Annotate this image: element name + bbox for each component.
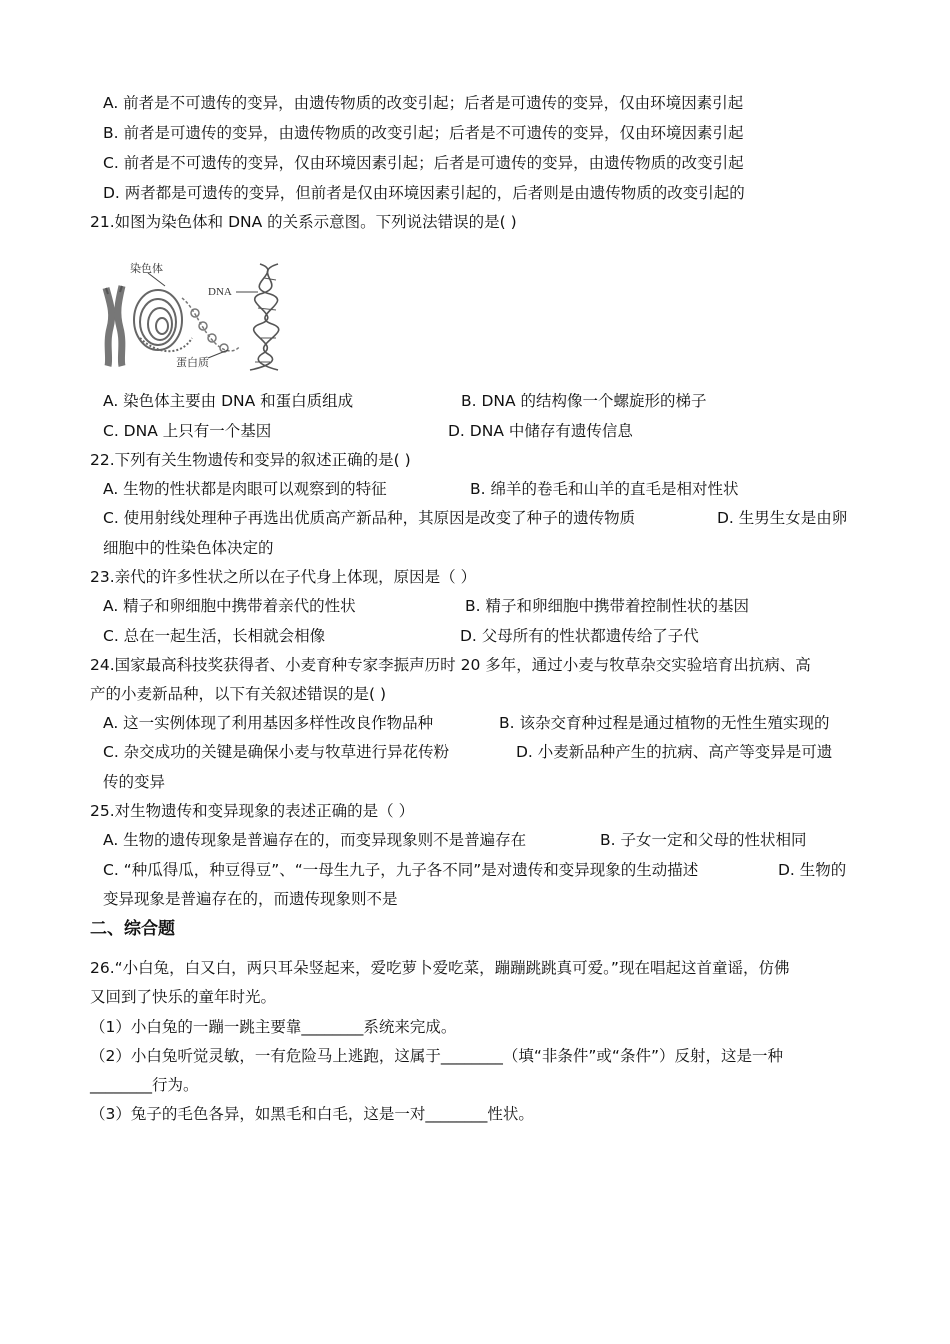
chromosome-dna-figure xyxy=(100,258,295,373)
q26-stem-cont: 又回到了快乐的童年时光。 xyxy=(90,988,277,1006)
q23-option-a: A. 精子和卵细胞中携带着亲代的性状 xyxy=(103,597,356,615)
q22-option-a: A. 生物的性状都是肉眼可以观察到的特征 xyxy=(103,480,387,498)
q22-option-d-cont: 细胞中的性染色体决定的 xyxy=(103,539,274,557)
q25-option-b: B. 子女一定和父母的性状相同 xyxy=(600,831,807,849)
q26-part-3: （3）兔子的毛色各异，如黑毛和白毛，这是一对________性状。 xyxy=(90,1105,534,1123)
nucleosome-beads xyxy=(182,298,240,352)
q20-option-c: C. 前者是不可遗传的变异，仅由环境因素引起；后者是可遗传的变异，由遗传物质的改变引起 xyxy=(103,154,744,172)
q20-option-a: A. 前者是不可遗传的变异，由遗传物质的改变引起；后者是可遗传的变异，仅由环境因素引起 xyxy=(103,94,744,112)
q26-stem: 26.“小白兔，白又白，两只耳朵竖起来，爱吃萝卜爱吃菜，蹦蹦跳跳真可爱。”现在唱起这首童谣，仿佛 xyxy=(90,959,790,977)
chromosome-label: 染色体 xyxy=(130,263,163,275)
dna-helix-shape xyxy=(250,264,279,370)
section-heading: 二、综合题 xyxy=(90,919,175,939)
q23-option-d: D. 父母所有的性状都遗传给了子代 xyxy=(460,627,699,645)
q25-option-d: D. 生物的 xyxy=(778,861,847,879)
q24-stem: 24.国家最高科技奖获得者、小麦育种专家李振声历时 20 多年，通过小麦与牧草杂交实验培育出抗病、高 xyxy=(90,656,811,674)
q26-part-2: （2）小白兔听觉灵敏，一有危险马上逃跑，这属于________（填“非条件”或“条件”）反射，这是一种 xyxy=(90,1047,783,1065)
q26-part-2-cont: ________行为。 xyxy=(90,1076,199,1094)
q23-option-c: C. 总在一起生活，长相就会相像 xyxy=(103,627,326,645)
dna-label: DNA xyxy=(208,286,232,298)
q24-option-a: A. 这一实例体现了利用基因多样性改良作物品种 xyxy=(103,714,434,732)
q22-stem: 22.下列有关生物遗传和变异的叙述正确的是( ) xyxy=(90,451,411,469)
q22-option-d: D. 生男生女是由卵 xyxy=(717,509,848,527)
q26-part-1: （1）小白兔的一蹦一跳主要靠________系统来完成。 xyxy=(90,1018,457,1036)
q23-stem: 23.亲代的许多性状之所以在子代身上体现，原因是（ ） xyxy=(90,568,477,586)
q21-stem: 21.如图为染色体和 DNA 的关系示意图。下列说法错误的是( ) xyxy=(90,213,517,231)
q20-option-d: D. 两者都是可遗传的变异，但前者是仅由环境因素引起的，后者则是由遗传物质的改变引起的 xyxy=(103,184,745,202)
q21-option-b: B. DNA 的结构像一个螺旋形的梯子 xyxy=(461,392,707,410)
chromosome-shape xyxy=(106,286,122,366)
q20-option-b: B. 前者是可遗传的变异，由遗传物质的改变引起；后者是不可遗传的变异，仅由环境因素引起 xyxy=(103,124,744,142)
q22-option-c: C. 使用射线处理种子再选出优质高产新品种，其原因是改变了种子的遗传物质 xyxy=(103,509,636,527)
q23-option-b: B. 精子和卵细胞中携带着控制性状的基因 xyxy=(465,597,749,615)
q21-option-d: D. DNA 中储存有遗传信息 xyxy=(448,422,633,440)
q25-option-c: C. “种瓜得瓜，种豆得豆”、“一母生九子，九子各不同”是对遗传和变异现象的生动描述 xyxy=(103,861,699,879)
q24-option-b: B. 该杂交育种过程是通过植物的无性生殖实现的 xyxy=(499,714,830,732)
q21-option-a: A. 染色体主要由 DNA 和蛋白质组成 xyxy=(103,392,354,410)
q22-option-b: B. 绵羊的卷毛和山羊的直毛是相对性状 xyxy=(470,480,739,498)
q25-stem: 25.对生物遗传和变异现象的表述正确的是（ ） xyxy=(90,802,415,820)
q24-option-c: C. 杂交成功的关键是确保小麦与牧草进行异花传粉 xyxy=(103,743,450,761)
q24-stem-cont: 产的小麦新品种，以下有关叙述错误的是( ) xyxy=(90,685,387,703)
q24-option-d: D. 小麦新品种产生的抗病、高产等变异是可遗 xyxy=(516,743,833,761)
q21-option-c: C. DNA 上只有一个基因 xyxy=(103,422,272,440)
q25-option-a: A. 生物的遗传现象是普遍存在的，而变异现象则不是普遍存在 xyxy=(103,831,527,849)
q25-option-d-cont: 变异现象是普遍存在的，而遗传现象则不是 xyxy=(103,890,398,908)
protein-label: 蛋白质 xyxy=(176,357,209,369)
q24-option-d-cont: 传的变异 xyxy=(103,773,166,791)
